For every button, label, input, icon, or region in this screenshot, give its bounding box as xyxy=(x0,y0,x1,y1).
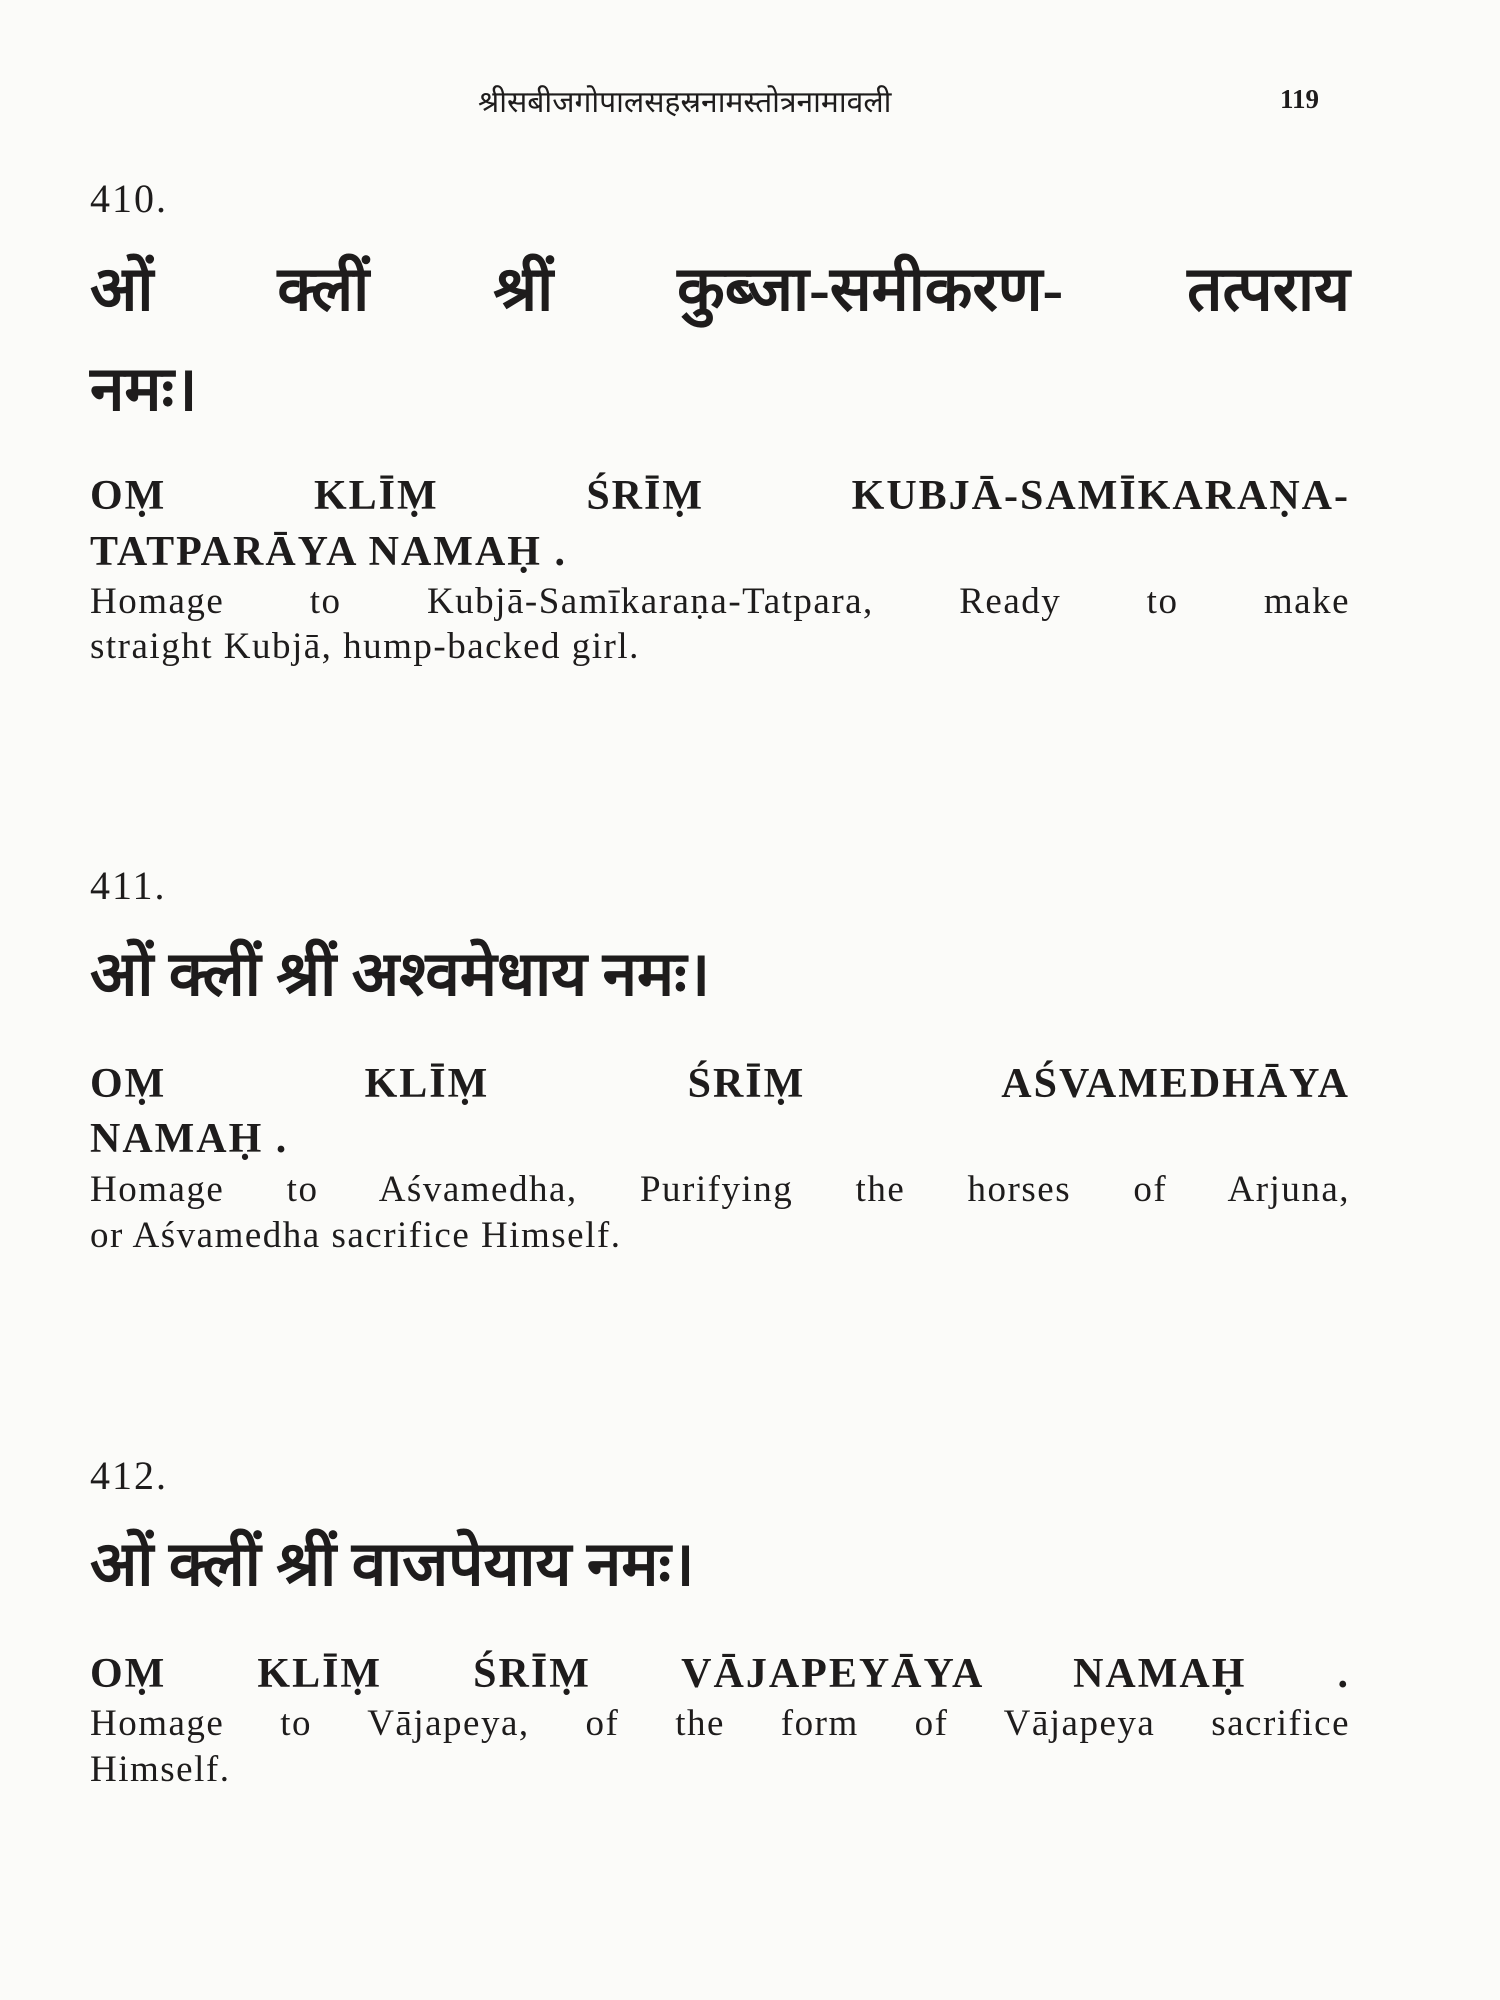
translation-line: Homage to Kubjā-Samīkaraṇa-Tatpara, Ready to make xyxy=(90,581,1350,622)
devanagari-line: ओं क्लीं श्रीं अश्वमेधाय नमः। xyxy=(90,941,711,1009)
running-header-title: श्रीसबीजगोपालसहस्रनामस्तोत्रनामावली xyxy=(478,86,892,119)
translation-line: Homage to Aśvamedha, Purifying the horses of Arjuna, xyxy=(90,1169,1350,1210)
devanagari-line: नमः। xyxy=(90,356,198,424)
transliteration-line: TATPARĀYA NAMAḤ . xyxy=(90,529,567,575)
translation-line: Himself. xyxy=(90,1749,231,1790)
translation-line: or Aśvamedha sacrifice Himself. xyxy=(90,1215,622,1256)
transliteration-line: OṂ KLĪṂ ŚRĪṂ KUBJĀ-SAMĪKARAṆA- xyxy=(90,473,1350,519)
entry-number: 411. xyxy=(90,863,167,908)
entry-number: 410. xyxy=(90,176,168,221)
devanagari-line: ओं क्लीं श्रीं कुब्जा-समीकरण- तत्पराय xyxy=(90,256,1350,324)
entry-number: 412. xyxy=(90,1453,168,1498)
transliteration-line: OṂ KLĪṂ ŚRĪṂ VĀJAPEYĀYA NAMAḤ . xyxy=(90,1651,1350,1697)
translation-line: Homage to Vājapeya, of the form of Vājapeya sacrifice xyxy=(90,1703,1350,1744)
transliteration-line: OṂ KLĪṂ ŚRĪṂ AŚVAMEDHĀYA xyxy=(90,1061,1350,1107)
translation-line: straight Kubjā, hump-backed girl. xyxy=(90,626,640,667)
devanagari-line: ओं क्लीं श्रीं वाजपेयाय नमः। xyxy=(90,1531,695,1599)
page-number: 119 xyxy=(1280,84,1320,114)
transliteration-line: NAMAḤ . xyxy=(90,1116,289,1162)
